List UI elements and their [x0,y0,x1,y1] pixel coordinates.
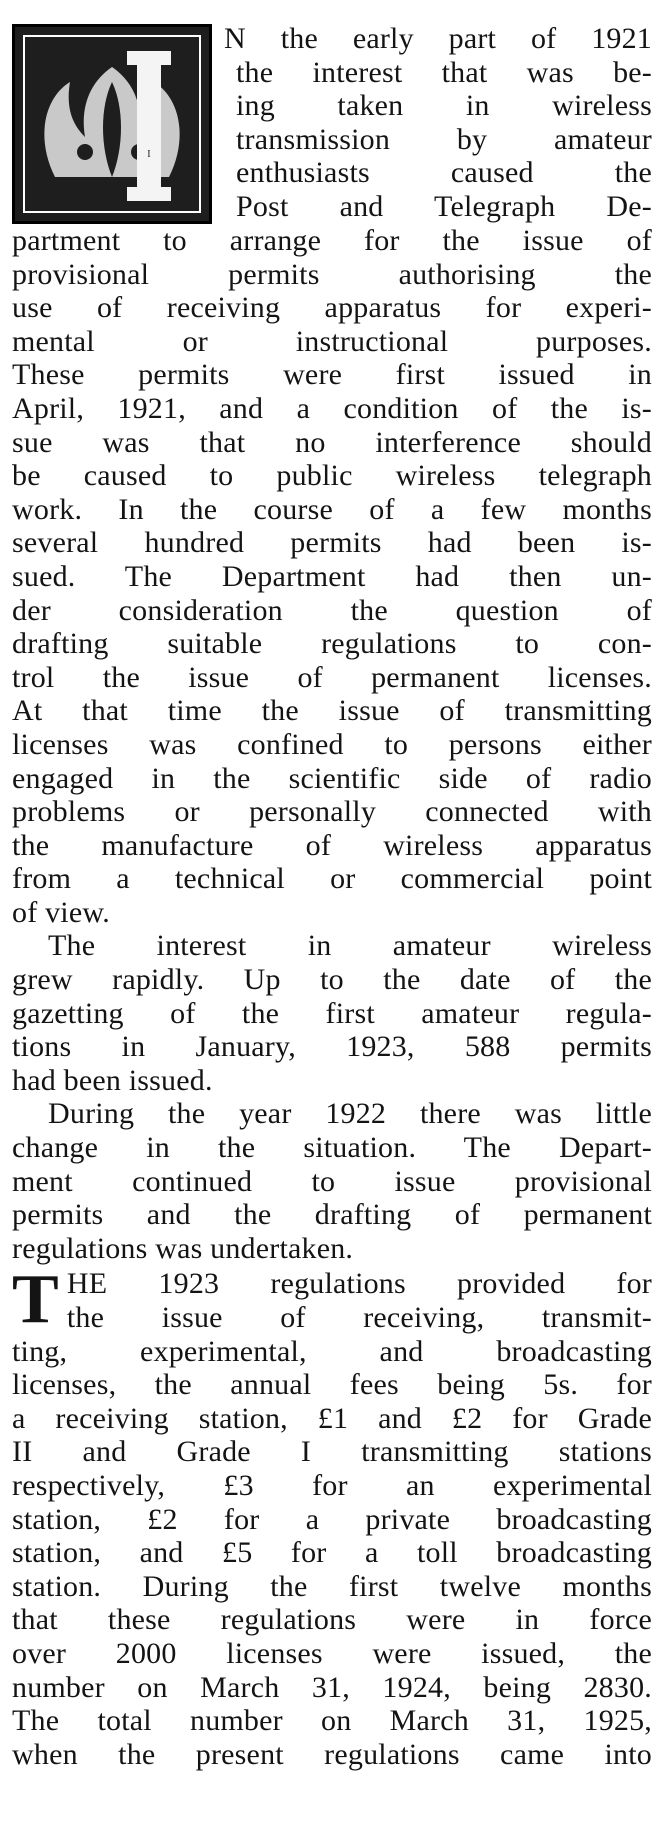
text-line: II and Grade I transmitting stations [12,1435,652,1469]
dropcap-letter: I [147,149,151,160]
text-line: Post and Telegraph De- [236,189,652,223]
text-line: when the present regulations came into [12,1737,652,1771]
paragraph-2 [12,929,652,1097]
text-line: transmission by amateur [236,122,652,156]
text-line: number on March 31, 1924, being 2830. [12,1670,652,1704]
text-line: change in the situation. The Depart- [12,1131,652,1165]
text-line: of view. [12,895,110,929]
text-line: station, and £5 for a toll broadcasting [12,1536,652,1570]
text-line: be caused to public wireless telegraph [12,459,652,493]
text-line: station. During the first twelve months [12,1569,652,1603]
text-line: had been issued. [12,1063,213,1097]
paragraph-4 [12,1261,652,1771]
text-line: der consideration the question of [12,593,652,627]
text-line: The total number on March 31, 1925, [12,1704,652,1738]
text-line: The interest in amateur wireless [48,929,652,963]
text-line: ing taken in wireless [236,89,652,123]
text-line: several hundred permits had been is- [12,526,652,560]
text-line: station, £2 for a private broadcasting [12,1502,652,1536]
text-line: tions in January, 1923, 588 permits [12,1030,652,1064]
opening-block [12,22,652,224]
text-line: trol the issue of permanent licenses. [12,660,652,694]
text-line: ting, experimental, and broadcasting [12,1334,652,1368]
text-line: licenses was confined to persons either [12,727,652,761]
ornamental-dropcap [12,24,212,224]
text-line: provisional permits authorising the [12,257,652,291]
text-line: drafting suitable regulations to con- [12,627,652,661]
text-line: N the early part of 1921 [224,22,652,55]
text-line: sue was that no interference should [12,425,652,459]
text-line: problems or personally connected with [12,795,652,829]
text-line: sued. The Department had then un- [12,559,652,593]
text-line: engaged in the scientific side of radio [12,761,652,795]
text-line: work. In the course of a few months [12,492,652,526]
text-line: regulations was undertaken. [12,1231,354,1265]
text-line: mental or instructional purposes. [12,324,652,358]
text-line: the issue of receiving, transmit- [66,1301,652,1334]
text-line: the interest that was be- [236,55,652,89]
text-line: ment continued to issue provisional [12,1164,652,1198]
paragraph-3 [12,1097,652,1265]
text-line: over 2000 licenses were issued, the [12,1636,652,1670]
text-line: grew rapidly. Up to the date of the [12,963,652,997]
text-line: from a technical or commercial point [12,862,652,896]
text-line: licenses, the annual fees being 5s. for [12,1368,652,1402]
text-line: the manufacture of wireless apparatus [12,828,652,862]
text-line: permits and the drafting of permanent [12,1198,652,1232]
text-line: a receiving station, £1 and £2 for Grade [12,1401,652,1435]
text-line: respectively, £3 for an experimental [12,1468,652,1502]
paragraph-1 [12,224,652,929]
text-line: During the year 1922 there was little [48,1097,652,1131]
text-line: partment to arrange for the issue of [12,224,652,257]
text-line: HE 1923 regulations provided for [66,1267,652,1301]
text-line: gazetting of the first amateur regula- [12,996,652,1030]
text-line: April, 1921, and a condition of the is- [12,391,652,425]
paragraph-1-head [224,22,652,224]
text-line: At that time the issue of transmitting [12,694,652,728]
article-column [12,22,652,1771]
text-line: use of receiving apparatus for experi- [12,291,652,325]
text-line: that these regulations were in force [12,1603,652,1637]
dropcap-t: T [12,1261,59,1339]
text-line: These permits were first issued in [12,358,652,392]
text-line: enthusiasts caused the [236,156,652,190]
